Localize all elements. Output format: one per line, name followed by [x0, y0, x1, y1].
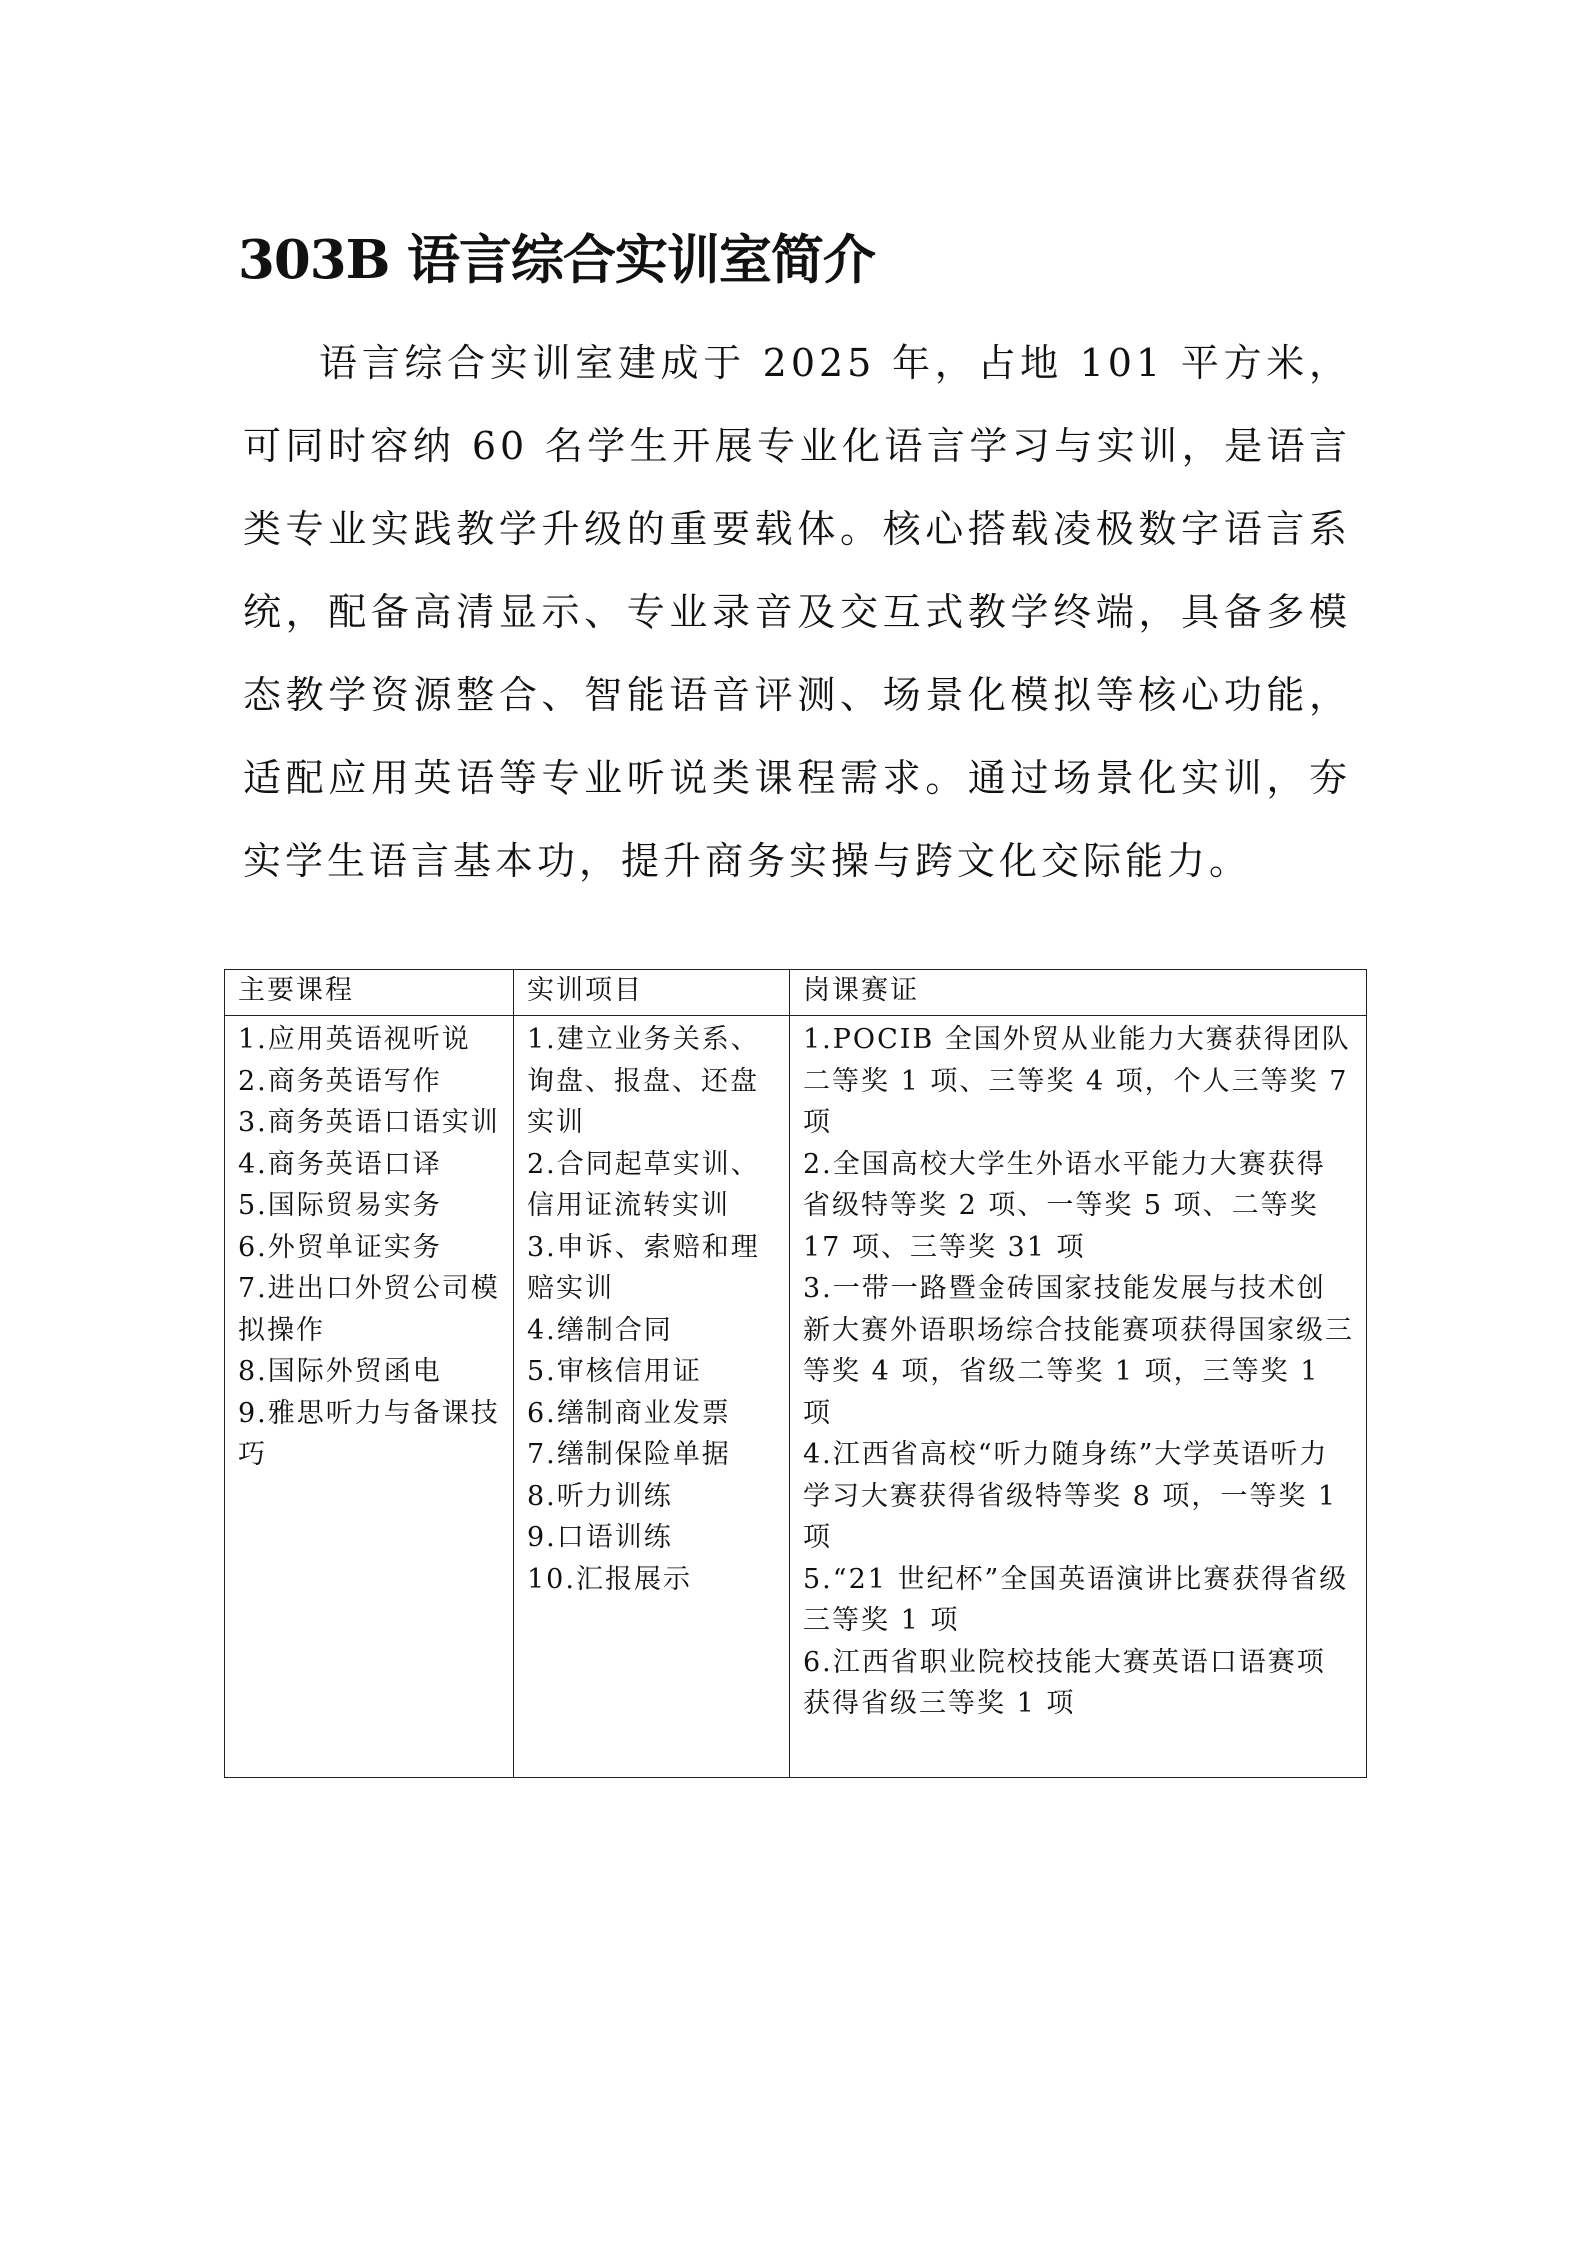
- courses-cell: [225, 1016, 514, 1778]
- table-header-row: [225, 970, 1367, 1016]
- list-item: 7.缮制保险单据: [527, 1439, 731, 1470]
- list-item: 3.申诉、索赔和理赔实训: [527, 1231, 760, 1304]
- list-item: 6.外贸单证实务: [238, 1231, 442, 1263]
- list-item: 4.缮制合同: [527, 1314, 673, 1346]
- list-item: 5.国际贸易实务: [238, 1190, 442, 1221]
- projects-list: [527, 1019, 777, 1600]
- page-title: 303B 语言综合实训室简介: [238, 229, 875, 291]
- courses-list: [238, 1019, 501, 1476]
- list-item: 2.合同起草实训、信用证流转实训: [527, 1148, 760, 1221]
- header-courses: 主要课程: [225, 970, 514, 1016]
- list-item: 10.汇报展示: [527, 1563, 692, 1595]
- list-item: 6.江西省职业院校技能大赛英语口语赛项获得省级三等奖 1 项: [803, 1646, 1326, 1719]
- list-item: 5.“21 世纪杯”全国英语演讲比赛获得省级三等奖 1 项: [803, 1563, 1349, 1636]
- list-item: 3.一带一路暨金砖国家技能发展与技术创新大赛外语职场综合技能赛项获得国家级三等奖 4 项，省级二等奖 1 项，三等奖 1 项: [803, 1273, 1354, 1429]
- list-item: 8.国际外贸函电: [238, 1356, 442, 1387]
- table-row: [225, 1016, 1367, 1778]
- awards-cell: [790, 1016, 1367, 1778]
- list-item: 1.建立业务关系、询盘、报盘、还盘实训: [527, 1024, 760, 1138]
- list-item: 1.POCIB 全国外贸从业能力大赛获得团队二等奖 1 项、三等奖 4 项，个人三等奖 7 项: [803, 1024, 1351, 1138]
- list-item: 4.商务英语口译: [238, 1148, 442, 1180]
- header-awards: 岗课赛证: [790, 970, 1367, 1016]
- list-item: 7.进出口外贸公司模拟操作: [238, 1273, 500, 1346]
- list-item: 9.雅思听力与备课技巧: [238, 1397, 500, 1470]
- list-item: 2.全国高校大学生外语水平能力大赛获得省级特等奖 2 项、一等奖 5 项、二等奖 17 项、三等奖 31 项: [803, 1148, 1326, 1263]
- list-item: 8.听力训练: [527, 1480, 673, 1512]
- curriculum-table: [224, 969, 1367, 1778]
- header-projects: 实训项目: [514, 970, 790, 1016]
- projects-cell: [514, 1016, 790, 1778]
- list-item: 3.商务英语口语实训: [238, 1107, 500, 1138]
- list-item: 5.审核信用证: [527, 1356, 702, 1387]
- list-item: 1.应用英语视听说: [238, 1024, 471, 1055]
- intro-paragraph: 语言综合实训室建成于 2025 年，占地 101 平方米，可同时容纳 60 名学生开展专业化语言学习与实训，是语言类专业实践教学升级的重要载体。核心搭载凌极数字语言系统，配备高清显示、专业录音及交互式教学终端，具备多模态教学资源整合、智能语音评测、场景化模拟等核心功能，适配应用英语等专业听说类课程需求。通过场景化实训，夯实学生语言基本功，提升商务实操与跨文化交际能力。: [243, 341, 1351, 883]
- awards-list: [803, 1019, 1354, 1725]
- list-item: 4.江西省高校“听力随身练”大学英语听力学习大赛获得省级特等奖 8 项，一等奖 1 项: [803, 1439, 1338, 1553]
- list-item: 6.缮制商业发票: [527, 1397, 731, 1429]
- list-item: 2.商务英语写作: [238, 1065, 442, 1097]
- list-item: 9.口语训练: [527, 1522, 673, 1553]
